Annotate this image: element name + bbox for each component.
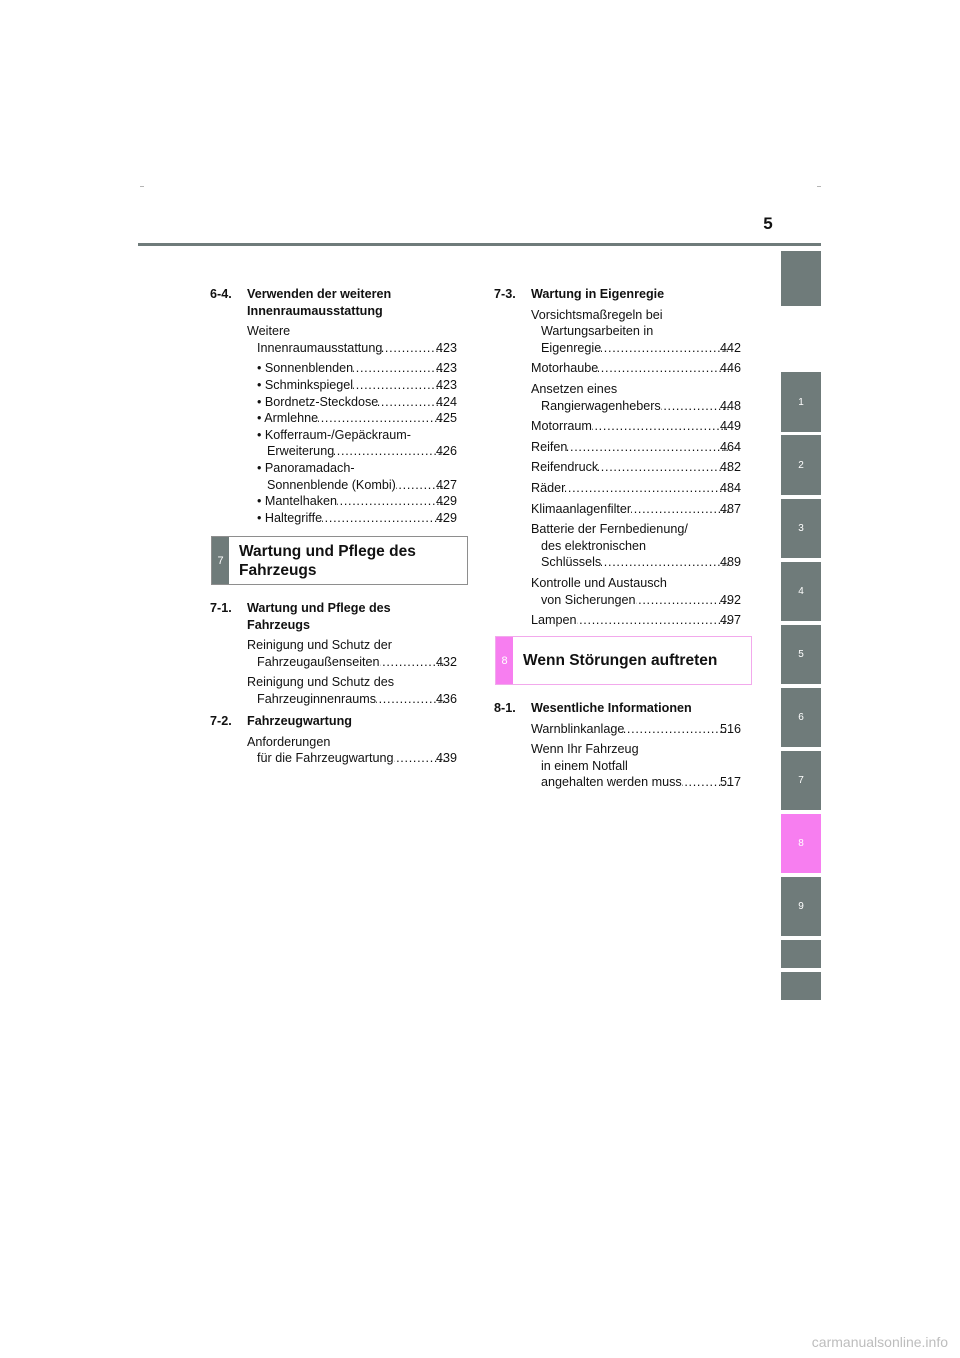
- toc-page-ref[interactable]: 429: [435, 494, 457, 509]
- toc-entry-leader-line: [541, 554, 741, 571]
- section-number: 7-2.: [210, 714, 232, 728]
- toc-entry-label: • Haltegriffe: [257, 510, 323, 525]
- section-title: Wesentliche Informationen: [531, 701, 692, 715]
- toc-entry-label: Warnblinkanlage: [531, 721, 625, 736]
- toc-entry[interactable]: [494, 418, 750, 435]
- section-7-1: [210, 600, 466, 712]
- section-heading: [210, 600, 466, 633]
- toc-entry-label: für die Fahrzeugwartung: [257, 751, 394, 766]
- toc-entry-text: [531, 360, 741, 377]
- toc-entry[interactable]: [210, 427, 466, 460]
- toc-entry[interactable]: [494, 459, 750, 476]
- toc-entry-leader-line: [531, 418, 741, 435]
- toc-entry-line: Wenn Ihr Fahrzeug: [531, 742, 639, 757]
- chapter-tab-3[interactable]: 3: [781, 499, 821, 558]
- chapter-tab-contents[interactable]: [781, 251, 821, 306]
- toc-entry-text: [247, 460, 457, 493]
- toc-entry-text: [247, 410, 457, 427]
- toc-entry[interactable]: [210, 377, 466, 394]
- chapter-tab-9[interactable]: 9: [781, 877, 821, 936]
- toc-entry-line: Ansetzen eines: [531, 381, 618, 396]
- toc-entry-leader-line: [257, 410, 457, 427]
- section-8-1: [494, 700, 750, 795]
- toc-entry-line: des elektronischen: [541, 538, 647, 553]
- toc-entry[interactable]: [210, 323, 466, 356]
- toc-entry-line: Batterie der Fernbedienung/: [531, 522, 688, 537]
- toc-page-ref[interactable]: 423: [435, 361, 457, 376]
- toc-entry-text: [531, 501, 741, 518]
- section-7-2: [210, 713, 466, 771]
- toc-page-ref[interactable]: 516: [719, 721, 741, 736]
- dot-leader: [378, 394, 445, 411]
- section-7-3: [494, 286, 750, 633]
- crop-mark: [817, 186, 821, 187]
- toc-page-ref[interactable]: 464: [719, 439, 741, 454]
- toc-entry-label: • Schminkspiegel: [257, 377, 354, 392]
- toc-entry-leader-line: [531, 360, 741, 377]
- toc-entry-leader-line: [541, 592, 741, 609]
- toc-entry-label: Rangierwagenhebers: [541, 398, 661, 413]
- chapter-tab-4[interactable]: 4: [781, 562, 821, 621]
- toc-entry[interactable]: [494, 307, 750, 357]
- toc-entry-text: [247, 734, 457, 767]
- section-number: 8-1.: [494, 701, 516, 715]
- section-title: Verwenden der weiteren Innenraumausstattung: [247, 287, 392, 318]
- chapter-tab-8[interactable]: 8: [781, 814, 821, 873]
- toc-entry-label: Klimaanlagenfilter: [531, 501, 632, 516]
- toc-entry-label: • Sonnenblenden: [257, 361, 354, 376]
- toc-entry-text: [531, 575, 741, 608]
- toc-entry-text: [247, 394, 457, 411]
- toc-entry-leader-line: [531, 721, 741, 738]
- toc-entry-leader-line: [531, 501, 741, 518]
- dot-leader: [565, 480, 729, 497]
- toc-entry[interactable]: [494, 439, 750, 456]
- toc-page-ref[interactable]: 517: [719, 775, 741, 790]
- toc-entry-text: [531, 307, 741, 357]
- toc-entry-text: [247, 493, 457, 510]
- toc-entry[interactable]: [210, 493, 466, 510]
- toc-entry-text: [247, 427, 457, 460]
- toc-page-ref[interactable]: 497: [719, 613, 741, 628]
- section-heading: [210, 286, 466, 319]
- toc-entry-text: [247, 360, 457, 377]
- toc-entry-label: Eigenregie: [541, 340, 602, 355]
- toc-page-ref[interactable]: 425: [435, 411, 457, 426]
- dot-leader: [636, 592, 729, 609]
- section-number: 6-4.: [210, 287, 232, 301]
- toc-entry-text: [247, 377, 457, 394]
- chapter-tab-6[interactable]: 6: [781, 688, 821, 747]
- section-heading: [494, 286, 750, 303]
- toc-page-ref[interactable]: 439: [435, 751, 457, 766]
- toc-entry-list: [494, 307, 750, 629]
- section-title: Fahrzeugwartung: [247, 714, 352, 728]
- toc-entry-leader-line: [531, 480, 741, 497]
- section-title: Wartung in Eigenregie: [531, 287, 665, 301]
- toc-entry-label: Räder: [531, 480, 566, 495]
- toc-page-ref[interactable]: 448: [719, 398, 741, 413]
- toc-page-ref[interactable]: 424: [435, 394, 457, 409]
- toc-page-ref[interactable]: 487: [719, 501, 741, 516]
- dot-leader: [598, 459, 729, 476]
- toc-entry[interactable]: [210, 394, 466, 411]
- chapter-badge: 8: [496, 637, 513, 684]
- toc-entry-label: • Bordnetz-Steckdose: [257, 394, 379, 409]
- toc-page-ref[interactable]: 492: [719, 592, 741, 607]
- toc-entry-list: [210, 323, 466, 526]
- crop-mark: [140, 186, 144, 187]
- toc-page-ref[interactable]: 446: [719, 361, 741, 376]
- section-heading: [494, 700, 750, 717]
- toc-entry-label: Schlüssels: [541, 555, 602, 570]
- dot-leader: [322, 510, 445, 527]
- toc-entry-label: Lampen: [531, 613, 577, 628]
- chapter-tab-2[interactable]: 2: [781, 435, 821, 495]
- section-number: 7-1.: [210, 601, 232, 615]
- toc-entry-label: Fahrzeugaußenseiten: [257, 654, 380, 669]
- toc-entry[interactable]: [210, 510, 466, 527]
- toc-entry[interactable]: [494, 480, 750, 497]
- toc-entry[interactable]: [494, 612, 750, 629]
- dot-leader: [661, 398, 729, 415]
- chapter-7-heading[interactable]: [211, 536, 468, 585]
- toc-page-ref[interactable]: 427: [435, 477, 457, 492]
- toc-entry[interactable]: [210, 734, 466, 767]
- toc-entry-label: angehalten werden muss: [541, 775, 682, 790]
- toc-entry-line: Kontrolle und Austausch: [531, 575, 667, 590]
- toc-entry[interactable]: [210, 674, 466, 707]
- toc-entry-text: [531, 521, 741, 571]
- toc-entry[interactable]: [494, 360, 750, 377]
- toc-entry-text: [531, 381, 741, 414]
- toc-entry-text: [531, 741, 741, 791]
- toc-entry[interactable]: [494, 721, 750, 738]
- dot-leader: [624, 721, 729, 738]
- header-rule: [138, 243, 821, 246]
- toc-entry-leader-line: [541, 774, 741, 791]
- toc-entry-text: [531, 459, 741, 476]
- toc-page-ref[interactable]: 429: [435, 510, 457, 525]
- toc-entry-text: [247, 674, 457, 707]
- watermark: carmanualsonline.info: [811, 1334, 948, 1350]
- toc-entry-line: Reinigung und Schutz der: [247, 638, 392, 653]
- toc-entry-list: [210, 637, 466, 707]
- dot-leader: [567, 439, 729, 456]
- toc-entry-line: Vorsichtsmaßregeln bei: [531, 307, 663, 322]
- dot-leader: [631, 501, 729, 518]
- toc-entry-leader-line: [541, 398, 741, 415]
- dot-leader: [337, 493, 445, 510]
- chapter-tab-5[interactable]: 5: [781, 625, 821, 684]
- toc-entry-label: von Sicherungen: [541, 592, 636, 607]
- toc-entry-text: [531, 612, 741, 629]
- toc-entry-text: [531, 418, 741, 435]
- toc-entry-text: [247, 510, 457, 527]
- dot-leader: [577, 612, 729, 629]
- dot-leader: [601, 340, 729, 357]
- toc-entry-leader-line: [257, 377, 457, 394]
- toc-entry[interactable]: [210, 360, 466, 377]
- toc-entry-leader-line: [257, 394, 457, 411]
- toc-entry-label: Erweiterung: [267, 444, 335, 459]
- toc-entry-leader-line: [257, 360, 457, 377]
- dot-leader: [334, 443, 445, 460]
- toc-entry[interactable]: [494, 741, 750, 791]
- chapter-badge: 7: [212, 537, 229, 584]
- toc-entry[interactable]: [494, 575, 750, 608]
- toc-page-ref[interactable]: 426: [435, 444, 457, 459]
- toc-entry[interactable]: [494, 521, 750, 571]
- toc-entry-text: [247, 637, 457, 670]
- toc-entry[interactable]: [210, 410, 466, 427]
- toc-entry-label: Sonnenblende (Kombi): [267, 477, 396, 492]
- toc-page-ref[interactable]: 436: [435, 691, 457, 706]
- toc-entry-leader-line: [267, 477, 457, 494]
- toc-entry-line: in einem Notfall: [541, 758, 628, 773]
- toc-entry[interactable]: [494, 501, 750, 518]
- toc-entry[interactable]: [210, 460, 466, 493]
- chapter-tab-1[interactable]: 1: [781, 372, 821, 432]
- toc-entry-leader-line: [531, 439, 741, 456]
- toc-entry-text: [531, 439, 741, 456]
- toc-entry-line: Reinigung und Schutz des: [247, 675, 395, 690]
- toc-entry-line: Weitere: [247, 324, 291, 339]
- section-number: 7-3.: [494, 287, 516, 301]
- toc-entry-label: Fahrzeuginnenraums: [257, 691, 377, 706]
- toc-entry-line: Wartungsarbeiten in: [541, 324, 654, 339]
- toc-entry-list: [494, 721, 750, 791]
- toc-entry-leader-line: [531, 459, 741, 476]
- toc-entry[interactable]: [494, 381, 750, 414]
- toc-entry-text: [247, 323, 457, 356]
- toc-entry-leader-line: [257, 750, 457, 767]
- toc-entry-text: [531, 480, 741, 497]
- toc-entry-leader-line: [257, 510, 457, 527]
- section-6-4: [210, 286, 466, 526]
- toc-entry-leader-line: [257, 691, 457, 708]
- dot-leader: [353, 360, 445, 377]
- toc-entry-line: • Panoramadach-: [257, 460, 355, 475]
- page-number: 5: [763, 214, 773, 233]
- dot-leader: [318, 410, 445, 427]
- toc-entry-line: • Kofferraum-/Gepäckraum-: [257, 427, 411, 442]
- toc-entry-leader-line: [257, 654, 457, 671]
- toc-page-ref[interactable]: 442: [719, 340, 741, 355]
- toc-entry-leader-line: [531, 612, 741, 629]
- toc-entry-label: • Mantelhaken: [257, 494, 338, 509]
- toc-entry-label: Reifen: [531, 439, 568, 454]
- toc-entry-leader-line: [257, 493, 457, 510]
- toc-entry-label: Motorhaube: [531, 361, 599, 376]
- dot-leader: [592, 418, 729, 435]
- toc-entry-leader-line: [541, 340, 741, 357]
- toc-page-ref[interactable]: 432: [435, 654, 457, 669]
- toc-entry-label: Innenraumausstattung: [257, 340, 383, 355]
- dot-leader: [601, 554, 729, 571]
- dot-leader: [376, 691, 445, 708]
- toc-page-ref[interactable]: 482: [719, 460, 741, 475]
- toc-entry-line: Anforderungen: [247, 734, 331, 749]
- dot-leader: [353, 377, 445, 394]
- section-heading: [210, 713, 466, 730]
- toc-entry-text: [531, 721, 741, 738]
- toc-page-ref[interactable]: 449: [719, 419, 741, 434]
- chapter-title: Wartung und Pflege des Fahrzeugs: [239, 542, 416, 579]
- chapter-tab-7[interactable]: 7: [781, 751, 821, 810]
- chapter-tab-index[interactable]: [781, 940, 821, 968]
- toc-page-ref[interactable]: 484: [719, 480, 741, 495]
- chapter-8-heading[interactable]: [495, 636, 752, 685]
- toc-entry-list: [210, 734, 466, 767]
- section-title: Wartung und Pflege des Fahrzeugs: [247, 601, 391, 632]
- chapter-tab-abbreviations[interactable]: [781, 972, 821, 1000]
- toc-entry-leader-line: [257, 340, 457, 357]
- toc-entry-leader-line: [267, 443, 457, 460]
- dot-leader: [598, 360, 729, 377]
- toc-entry[interactable]: [210, 637, 466, 670]
- toc-entry-label: • Armlehne: [257, 411, 319, 426]
- toc-entry-label: Reifendruck: [531, 460, 599, 475]
- toc-page-ref[interactable]: 423: [435, 340, 457, 355]
- toc-page-ref[interactable]: 423: [435, 377, 457, 392]
- toc-page-ref[interactable]: 489: [719, 555, 741, 570]
- toc-entry-label: Motorraum: [531, 419, 592, 434]
- chapter-title: Wenn Störungen auftreten: [523, 652, 718, 669]
